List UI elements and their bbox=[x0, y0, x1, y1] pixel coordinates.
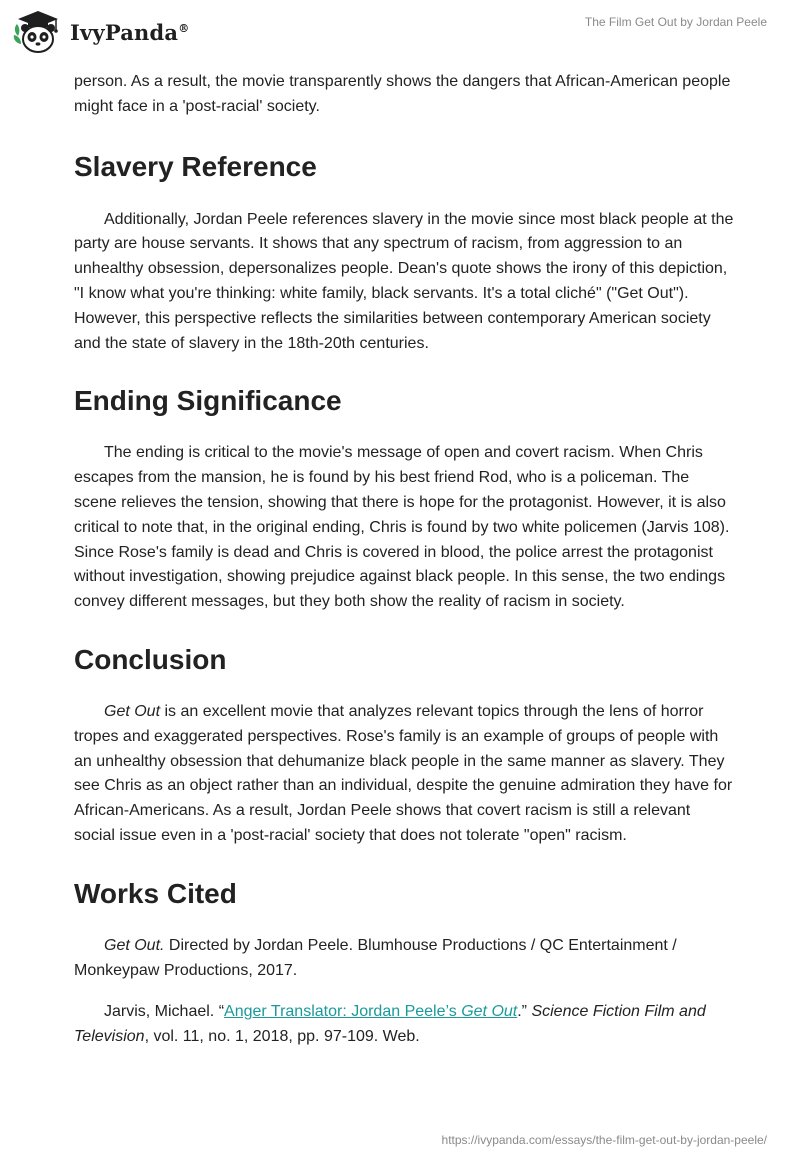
journal-title: Science Fiction Film and Television bbox=[74, 1003, 706, 1046]
intro-paragraph: person. As a result, the movie transparently shows the dangers that African-American people might face in a 'post-racial' society. bbox=[74, 73, 731, 115]
film-title-italic: Get Out bbox=[104, 702, 161, 720]
works-cited-heading: Works Cited bbox=[74, 877, 237, 909]
brand-name: IvyPanda® bbox=[70, 19, 190, 45]
ivypanda-logo[interactable] bbox=[12, 8, 189, 56]
section-paragraph-slavery: Additionally, Jordan Peele references slavery in the movie since most black people at the party are house servants. It shows that any spectrum of racism, from aggression to an unhealthy obsession, depersonalizes people. Dean's quote shows the irony of this depiction, "I know what you're thinking: white family, black servants. It's a total cliché" ("Get Out"). However, this perspective reflects the similarities between contemporary American society and the state of slavery in the 18th-20th centuries. bbox=[74, 210, 734, 352]
citation-entry-jarvis: Jarvis, Michael. “Anger Translator: Jordan Peele’s Get Out.” Science Fiction Film and Television, vol. 11, no. 1, 2018, pp. 97-109. Web. bbox=[74, 1003, 706, 1046]
section-heading-slavery: Slavery Reference bbox=[74, 150, 317, 182]
page-header bbox=[0, 0, 800, 66]
essay-body bbox=[74, 70, 734, 1050]
section-paragraph-conclusion: Get Out is an excellent movie that analyzes relevant topics through the lens of horror tropes and exaggerated perspectives. Rose's family is an example of groups of people with an unhealthy obsession that dehumanize black people in the same manner as slavery. They see Chris as an object rather than an individual, despite the genuine admiration they have for African-Americans. As a result, Jordan Peele shows that covert racism is still a relevant social issue even in a 'post-racial' society that does not tolerate "open" racism. bbox=[74, 702, 733, 844]
section-paragraph-ending: The ending is critical to the movie's message of open and covert racism. When Chris escapes from the mansion, he is found by his best friend Rod, who is a policeman. The scene relieves the tension, showing that there is hope for the protagonist. However, it is also critical to note that, in the original ending, Chris is found by two white policemen (Jarvis 108). Since Rose's family is dead and Chris is covered in blood, the police arrest the protagonist without investigation, showing prejudice against black people. In this sense, the two endings convey different messages, but they both show the reality of racism in society. bbox=[74, 444, 730, 611]
registered-mark: ® bbox=[178, 21, 190, 35]
section-heading-ending: Ending Significance bbox=[74, 385, 342, 417]
source-url[interactable]: https://ivypanda.com/essays/the-film-get-out-by-jordan-peele/ bbox=[441, 1133, 767, 1147]
citation-link-anger-translator[interactable]: Anger Translator: Jordan Peele’s Get Out bbox=[224, 1003, 518, 1021]
citation-entry-film: Get Out. Directed by Jordan Peele. Blumhouse Productions / QC Entertainment / Monkeypaw Productions, 2017. bbox=[74, 936, 677, 979]
document-title: The Film Get Out by Jordan Peele bbox=[584, 15, 767, 29]
section-heading-conclusion: Conclusion bbox=[74, 643, 227, 675]
panda-graduate-icon bbox=[12, 8, 64, 56]
